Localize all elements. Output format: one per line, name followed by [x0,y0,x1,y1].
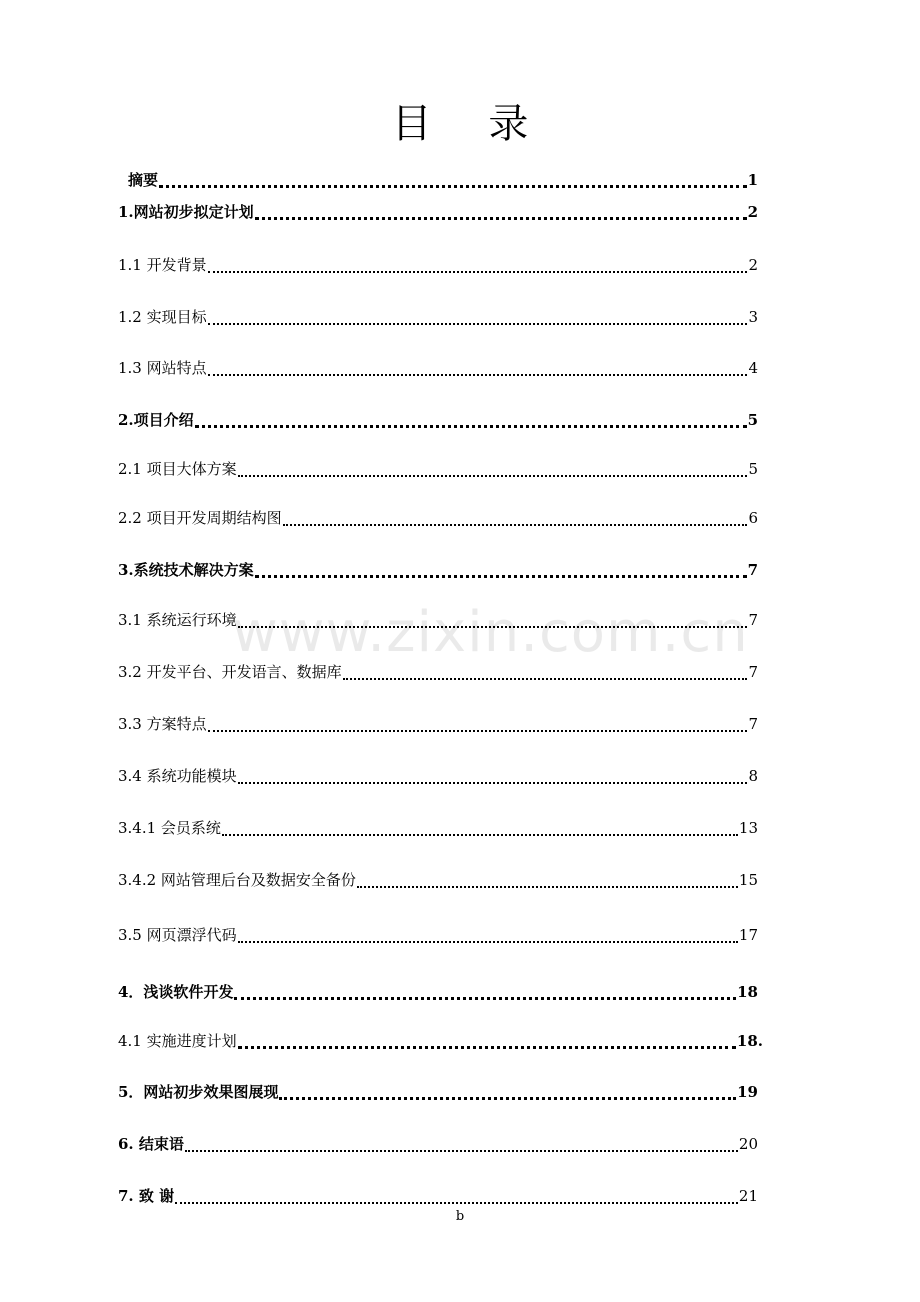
toc-entry-label: 3.4 系统功能模块 [118,767,237,785]
toc-entry-page: 7 [748,663,758,681]
toc-entry-chapter-3[interactable] [118,559,758,581]
toc-entry-page: 5 [747,411,758,429]
toc-entry-page: 2 [747,203,758,221]
toc-entry-label: 摘要 [128,171,159,189]
toc-entry-label: 3.4.1 会员系统 [118,819,221,837]
toc-entry-page: 7 [748,611,758,629]
toc-entry-label: 1.1 开发背景 [118,256,207,274]
dot-leader [343,664,748,680]
toc-entry-page: 18 [737,983,758,1001]
dot-leader [159,171,747,188]
toc-entry-page: 13 [738,819,758,837]
toc-entry-label: 3.系统技术解决方案 [118,561,254,579]
dot-leader [283,510,748,526]
toc-entry-page: 15 [738,871,758,889]
dot-leader [238,768,748,784]
toc-entry-1-2[interactable] [118,306,758,328]
toc-entry-label: 4.1 实施进度计划 [118,1032,237,1050]
dot-leader [208,360,748,376]
toc-entry-page: 2 [748,256,758,274]
dot-leader [208,716,748,732]
toc-entry-page: 18. [736,1032,763,1050]
toc-entry-3-4[interactable] [118,765,758,787]
toc-entry-chapter-7[interactable] [118,1185,758,1207]
toc-entry-label: 2.项目介绍 [118,411,194,429]
toc-entry-label: 3.4.2 网站管理后台及数据安全备份 [118,871,356,889]
toc-entry-page: 4 [748,359,758,377]
toc-entry-1-3[interactable] [118,357,758,379]
toc-entry-page: 8 [748,767,758,785]
toc-entry-page: 20 [738,1135,758,1153]
toc-entry-label: 2.1 项目大体方案 [118,460,237,478]
toc-entry-label: 1.2 实现目标 [118,308,207,326]
dot-leader [238,461,748,477]
toc-entry-label: 1.网站初步拟定计划 [118,203,254,221]
dot-leader [195,411,747,428]
toc-entry-chapter-6[interactable] [118,1133,758,1155]
dot-leader [255,561,747,578]
toc-entry-2-1[interactable] [118,458,758,480]
toc-entry-page: 7 [747,561,758,579]
toc-entry-3-2[interactable] [118,661,758,683]
dot-leader [185,1136,738,1152]
toc-entry-chapter-2[interactable] [118,409,758,431]
toc-entry-3-4-2[interactable] [118,869,758,891]
dot-leader [238,927,738,943]
toc-entry-label: 3.5 网页漂浮代码 [118,926,237,944]
toc-entry-label: 1.3 网站特点 [118,359,207,377]
toc-entry-abstract[interactable] [128,169,758,191]
dot-leader [175,1188,738,1204]
toc-entry-label: 3.1 系统运行环境 [118,611,237,629]
watermark: www.zixin.com.cn [232,600,749,665]
dot-leader [279,1083,736,1100]
toc-entry-chapter-5[interactable] [118,1081,758,1103]
toc-entry-label: 5．网站初步效果图展现 [118,1083,279,1101]
toc-entry-3-3[interactable] [118,713,758,735]
toc-entry-label: 3.2 开发平台、开发语言、数据库 [118,663,342,681]
toc-entry-label: 3.3 方案特点 [118,715,207,733]
dot-leader [238,1032,736,1049]
toc-entry-1-1[interactable] [118,254,758,276]
dot-leader [222,820,738,836]
toc-entry-page: 3 [748,308,758,326]
dot-leader [208,257,748,273]
toc-entry-chapter-4[interactable] [118,981,758,1003]
toc-entry-2-2[interactable] [118,507,758,529]
dot-leader [234,983,736,1000]
dot-leader [238,612,748,628]
toc-entry-page: 21 [738,1187,758,1205]
dot-leader [357,872,738,888]
toc-entry-3-5[interactable] [118,924,758,946]
toc-entry-label: 2.2 项目开发周期结构图 [118,509,282,527]
toc-entry-page: 19 [737,1083,758,1101]
toc-entry-chapter-1[interactable] [118,201,758,223]
toc-entry-label: 6. 结束语 [118,1135,184,1153]
dot-leader [255,203,747,220]
toc-entry-page: 1 [747,171,758,189]
page-title: 目 录 [391,101,551,147]
toc-entry-4-1[interactable] [118,1030,763,1052]
toc-entry-page: 17 [738,926,758,944]
toc-entry-label: 4．浅谈软件开发 [118,983,234,1001]
toc-entry-label: 7. 致 谢 [118,1187,175,1205]
toc-entry-page: 5 [748,460,758,478]
toc-entry-3-1[interactable] [118,609,758,631]
page-footer-mark: b [455,1209,465,1224]
toc-entry-page: 6 [748,509,758,527]
dot-leader [208,309,748,325]
toc-entry-page: 7 [748,715,758,733]
toc-entry-3-4-1[interactable] [118,817,758,839]
